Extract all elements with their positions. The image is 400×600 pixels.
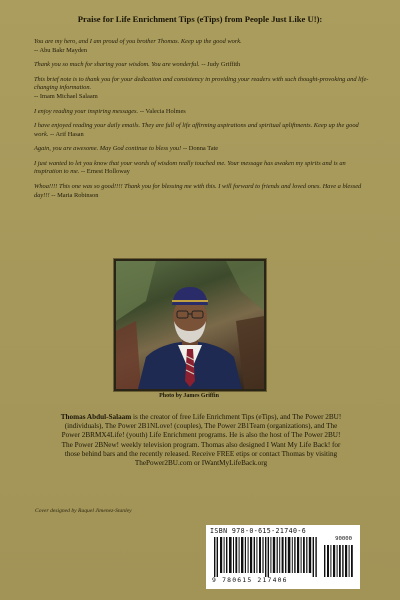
testimonial bbox=[34, 160, 372, 178]
author-bio-text: is the creator of free Life Enrichment Tips (eTips), and The Power 2BU! (individuals), The Power 2B1NLove! (couples), The Power 2B1Team (organizations), and The Power 2BRMX4Life! (youth) Life Enrichment programs. He is also the host of The Power 2BU! The Power 2BNew! weekly television program. Thomas also designed I Want My Life Back! for those behind bars and the recently released. Receive FREE etips or contact Thomas by visiting ThePower2BU.com or IWantMyLifeBack.org bbox=[61, 413, 342, 468]
testimonial bbox=[34, 76, 372, 102]
testimonial-attribution: -- Imam Michael Salaam bbox=[34, 93, 98, 101]
testimonial-attribution: -- Arif Hasan bbox=[50, 130, 84, 138]
price-code: 90000 bbox=[335, 536, 352, 542]
author-portrait-illustration bbox=[116, 261, 264, 389]
testimonial-text: I just wanted to let you know that your words of wisdom really touched me. Your message has awaken my spirits and is an inspiration to me. bbox=[34, 159, 346, 176]
testimonial bbox=[34, 61, 372, 70]
testimonial bbox=[34, 122, 372, 140]
testimonial-attribution: -- Judy Griffith bbox=[201, 61, 241, 69]
testimonial-text: Whoa!!!! This one was so good!!!! Thank you for blessing me with this. I will forward to friends and loved ones. Have a blessed day!!! bbox=[34, 182, 362, 199]
cover-credit: Cover designed by Raquel Jimenez-Stanley bbox=[35, 508, 132, 514]
testimonial bbox=[34, 108, 372, 117]
testimonial-attribution: -- Donna Tate bbox=[182, 145, 219, 153]
testimonial-attribution: -- Valecia Holmes bbox=[139, 107, 186, 115]
testimonial-text: This brief note is to thank you for your dedication and consistency in providing your readers with such thought-provoking and life-changing information. bbox=[34, 75, 369, 92]
author-photo-frame bbox=[113, 258, 267, 392]
testimonial-text: I have enjoyed reading your daily emails. They are full of life affirming aspirations and spiritual upliftments. Keep up the good work. bbox=[34, 121, 359, 138]
testimonial-attribution: -- Ernest Holloway bbox=[80, 168, 130, 176]
isbn-barcode bbox=[206, 525, 360, 589]
testimonial-attribution: -- Abu Bakr Mayden bbox=[34, 46, 88, 54]
isbn-label: ISBN 978-0-615-21740-6 bbox=[210, 527, 307, 535]
testimonial-attribution: -- Maria Robinson bbox=[51, 191, 99, 199]
testimonials-list bbox=[34, 38, 372, 206]
barcode-digits: 9 780615 217406 bbox=[212, 576, 288, 584]
testimonial-text: Again, you are awesome. May God continue to bless you! bbox=[34, 145, 182, 153]
author-name: Thomas Abdul-Salaam bbox=[60, 413, 132, 421]
testimonial-text: Thank you so much for sharing your wisdom. You are wonderful. bbox=[34, 61, 200, 69]
testimonial bbox=[34, 145, 372, 154]
author-photo bbox=[116, 261, 264, 389]
testimonial-text: You are my hero, and I am proud of you brother Thomas. Keep up the good work. bbox=[34, 38, 242, 45]
author-bio bbox=[60, 413, 342, 468]
praise-heading: Praise for Life Enrichment Tips (eTips) from People Just Like U!): bbox=[77, 14, 323, 24]
photo-caption: Photo by James Griffin bbox=[159, 393, 219, 399]
testimonial bbox=[34, 38, 372, 56]
testimonial bbox=[34, 183, 372, 201]
testimonial-text: I enjoy reading your inspiring messages. bbox=[34, 107, 139, 115]
